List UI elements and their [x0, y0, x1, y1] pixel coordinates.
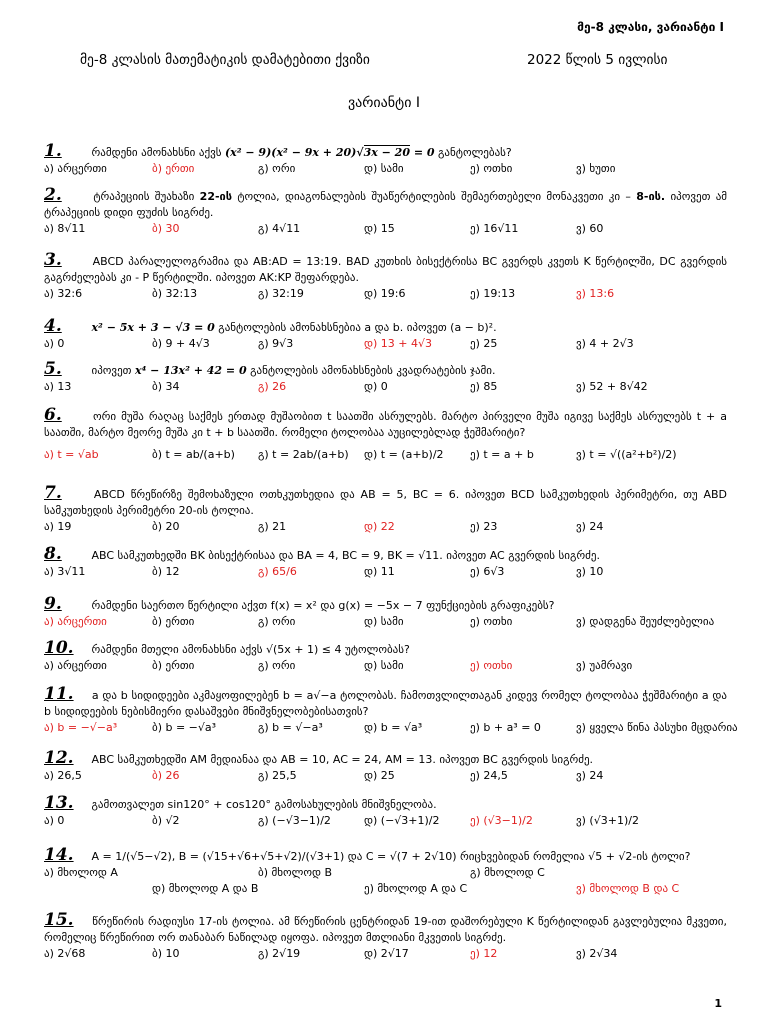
answer-option[interactable]: ე) t = a + b — [470, 448, 534, 461]
question-text: რამდენი ამონახსნი აქვს — [91, 146, 222, 159]
question-number: 9. — [44, 594, 62, 614]
answer-row — [44, 564, 727, 584]
question-number: 3. — [44, 250, 62, 270]
answer-option[interactable]: ბ) 12 — [152, 565, 180, 578]
question-text: განტოლების ამონახსნების კვადრატების ჯამი. — [250, 364, 496, 377]
answer-option[interactable]: ე) 85 — [470, 380, 498, 393]
question-2 — [44, 187, 727, 237]
answer-option-correct[interactable]: გ) 65/6 — [258, 565, 297, 578]
answer-row — [44, 379, 727, 395]
question-number: 13. — [44, 793, 74, 813]
question-13 — [44, 795, 727, 835]
page-number: 1 — [714, 997, 722, 1010]
answer-option[interactable]: ე) 19:13 — [470, 287, 516, 300]
question-text: a და b სიდიდეები აკმაყოფილებენ b = a√−a ტოლობას. ჩამოთვლილთაგან კიდევ რომელ ტოლობაა ჭეშმარიტი a და b სიდიდეების ნებისმიერი დასაშვები მნიშვნელობებისათვის? — [44, 689, 727, 718]
answer-row — [44, 658, 727, 674]
question-formula: (x² − 9)(x² − 9x + 20)√3x − 20 = 0 — [224, 146, 435, 159]
answer-option[interactable]: ვ) დადგენა შეუძლებელია — [576, 615, 715, 628]
question-text: განტოლებას? — [438, 146, 512, 159]
question-text: რამდენი მთელი ამონახსნი აქვს √(5x + 1) ≤ 4 უტოლობას? — [91, 643, 410, 656]
quiz-title: მე-8 კლასის მათემატიკის დამატებითი ქვიზი — [80, 52, 370, 68]
question-10 — [44, 640, 727, 674]
answer-option[interactable]: ვ) 10 — [576, 565, 604, 578]
answer-option[interactable]: ვ) 24 — [576, 520, 604, 533]
answer-option[interactable]: ვ) (√3+1)/2 — [576, 814, 639, 827]
question-3 — [44, 252, 727, 302]
answer-option[interactable]: დ) მხოლოდ A და B — [152, 882, 259, 895]
answer-option[interactable]: ბ) 9 + 4√3 — [152, 337, 210, 350]
question-14 — [44, 847, 727, 897]
answer-option[interactable]: დ) სამი — [364, 615, 404, 628]
question-12 — [44, 750, 727, 784]
answer-option[interactable]: დ) სამი — [364, 659, 404, 672]
answer-option-correct[interactable]: ბ) ერთი — [152, 162, 195, 175]
answer-row — [44, 161, 727, 177]
answer-option[interactable]: დ) სამი — [364, 162, 404, 175]
answer-option[interactable]: გ) (−√3−1)/2 — [258, 814, 331, 827]
answer-option[interactable]: გ) 4√11 — [258, 222, 301, 235]
answer-option[interactable]: ვ) t = √((a²+b²)/2) — [576, 448, 677, 461]
answer-option[interactable]: ა) 8√11 — [44, 222, 86, 235]
answer-option[interactable]: გ) t = 2ab/(a+b) — [258, 448, 349, 461]
answer-option-correct[interactable]: დ) 22 — [364, 520, 395, 533]
answer-option[interactable]: ე) ოთხი — [470, 162, 513, 175]
answer-option-correct[interactable]: ე) (√3−1)/2 — [470, 814, 533, 827]
answer-option[interactable]: ვ) 2√34 — [576, 947, 618, 960]
question-text: იპოვეთ — [91, 364, 132, 377]
question-number: 12. — [44, 748, 74, 768]
question-8 — [44, 546, 727, 584]
question-text: ABCD პარალელოგრამია და AB:AD = 13:19. BAD კუთხის ბისექტრისა BC გვერდს კვეთს K წერტილში, DC გვერდის გაგრძელებას კი - P წერტილში. იპოვეთ AK:KP შეფარდება. — [44, 255, 728, 284]
answer-option[interactable]: ვ) 4 + 2√3 — [576, 337, 634, 350]
answer-option[interactable]: დ) 11 — [364, 565, 395, 578]
answer-option[interactable]: გ) ორი — [258, 659, 296, 672]
answer-row — [44, 881, 727, 897]
answer-row — [44, 946, 727, 962]
answer-option-correct[interactable]: ა) b = −√−a³ — [44, 721, 118, 734]
question-text: გამოთვალეთ sin120° + cos120° გამოსახულების მნიშვნელობა. — [91, 798, 437, 811]
answer-option[interactable]: დ) 2√17 — [364, 947, 409, 960]
answer-option[interactable]: ა) 26,5 — [44, 769, 82, 782]
answer-option[interactable]: ე) 25 — [470, 337, 498, 350]
answer-option[interactable]: ბ) 10 — [152, 947, 180, 960]
answer-option[interactable]: გ) 21 — [258, 520, 287, 533]
question-text: a და b. იპოვეთ (a − b)². — [364, 321, 497, 334]
question-number: 7. — [44, 483, 62, 503]
answer-option[interactable]: დ) t = (a+b)/2 — [364, 448, 444, 461]
answer-option-correct[interactable]: ბ) 26 — [152, 769, 180, 782]
answer-option[interactable]: ბ) 34 — [152, 380, 180, 393]
answer-option[interactable]: ბ) b = −√a³ — [152, 721, 217, 734]
question-7 — [44, 485, 727, 535]
question-number: 11. — [44, 684, 74, 704]
answer-option[interactable]: გ) b = √−a³ — [258, 721, 323, 734]
answer-option[interactable]: ა) 32:6 — [44, 287, 83, 300]
answer-option[interactable]: ვ) 60 — [576, 222, 604, 235]
answer-option[interactable]: გ) 9√3 — [258, 337, 294, 350]
question-number: 6. — [44, 405, 62, 425]
quiz-date: 2022 წლის 5 ივლისი — [527, 52, 668, 68]
answer-option[interactable]: გ) ორი — [258, 162, 296, 175]
answer-option[interactable]: ა) მხოლოდ A — [44, 866, 118, 879]
answer-option[interactable]: დ) b = √a³ — [364, 721, 423, 734]
answer-option[interactable]: ა) არცერთი — [44, 162, 107, 175]
answer-row — [44, 221, 727, 237]
answer-option[interactable]: ა) 3√11 — [44, 565, 86, 578]
question-11 — [44, 684, 738, 736]
answer-option[interactable]: ვ) უამრავი — [576, 659, 633, 672]
question-text: ABCD წრეწირზე შემოხაზული ოთხკუთხედია და AB = 5, BC = 6. იპოვეთ BCD სამკუთხედის პერიმეტრი, თუ ABD სამკუთხედის პერიმეტრი 20-ის ტოლია. — [44, 488, 727, 517]
answer-option-correct[interactable]: ვ) მხოლოდ B და C — [576, 882, 680, 895]
question-bold: 8-ის. — [636, 190, 666, 203]
question-number: 14. — [44, 845, 74, 865]
answer-option[interactable]: ე) 16√11 — [470, 222, 519, 235]
question-number: 10. — [44, 638, 74, 658]
answer-option-correct[interactable]: ე) ოთხი — [470, 659, 513, 672]
question-bold: 22-ის — [199, 190, 232, 203]
answer-option[interactable]: ბ) 32:13 — [152, 287, 198, 300]
answer-option[interactable]: გ) 32:19 — [258, 287, 304, 300]
answer-option-correct[interactable]: ა) t = √ab — [44, 448, 99, 461]
answer-option[interactable]: დ) 19:6 — [364, 287, 406, 300]
answer-option[interactable]: ა) 13 — [44, 380, 72, 393]
answer-row — [44, 286, 727, 302]
question-text: ტოლია, დიაგონალების შუაწერტილების შემაერთებელი მონაკვეთი კი – — [237, 190, 631, 203]
question-text: წრეწირის რადიუსი 17-ის ტოლია. ამ წრეწირის ცენტრიდან 19-ით დაშორებული K წერტილიდან გავლებულია მკვეთი, რომელიც წრეწირით ორ თანაბარ ნაწილად იყოფა. იპოვეთ მთლიანი მკვეთის სიგრძე. — [44, 915, 727, 944]
answer-row — [44, 768, 727, 784]
answer-option[interactable]: ბ) t = ab/(a+b) — [152, 448, 235, 461]
answer-row — [44, 519, 727, 535]
question-text: რამდენი საერთო წერტილი აქვთ f(x) = x² და g(x) = −5x − 7 ფუნქციების გრაფიკებს? — [91, 599, 555, 612]
answer-option-correct[interactable]: ბ) 30 — [152, 222, 180, 235]
question-text: ABC სამკუთხედში AM მედიანაა და AB = 10, AC = 24, AM = 13. იპოვეთ BC გვერდის სიგრძე. — [91, 753, 594, 766]
answer-row — [44, 614, 727, 630]
answer-option-correct[interactable]: გ) 26 — [258, 380, 287, 393]
answer-row — [44, 720, 738, 736]
answer-option[interactable]: დ) 15 — [364, 222, 395, 235]
answer-option[interactable]: ვ) 52 + 8√42 — [576, 380, 648, 393]
answer-option[interactable]: ე) 6√3 — [470, 565, 505, 578]
answer-option-correct[interactable]: ე) 12 — [470, 947, 498, 960]
answer-option[interactable]: ბ) მხოლოდ B — [258, 866, 333, 879]
question-15 — [44, 912, 727, 962]
answer-row — [44, 447, 727, 473]
answer-row — [44, 813, 727, 835]
answer-option[interactable]: ე) 24,5 — [470, 769, 508, 782]
question-number: 8. — [44, 544, 62, 564]
answer-option[interactable]: ბ) ერთი — [152, 615, 195, 628]
answer-option[interactable]: ე) b + a³ = 0 — [470, 721, 541, 734]
answer-option[interactable]: ა) არცერთი — [44, 659, 107, 672]
answer-option-correct[interactable]: ა) არცერთი — [44, 615, 107, 628]
question-number: 15. — [44, 910, 74, 930]
answer-row — [44, 336, 727, 352]
answer-option[interactable]: ა) 19 — [44, 520, 72, 533]
answer-option[interactable]: ე) ოთხი — [470, 615, 513, 628]
question-number: 1. — [44, 141, 62, 161]
answer-option-correct[interactable]: დ) 13 + 4√3 — [364, 337, 432, 350]
question-4 — [44, 318, 727, 352]
answer-row — [44, 865, 727, 881]
answer-option[interactable]: ე) მხოლოდ A და C — [364, 882, 468, 895]
answer-option[interactable]: გ) 2√19 — [258, 947, 301, 960]
answer-option[interactable]: ბ) 20 — [152, 520, 180, 533]
answer-option[interactable]: ვ) ხუთი — [576, 162, 616, 175]
answer-option[interactable]: დ) (−√3+1)/2 — [364, 814, 440, 827]
answer-option[interactable]: ა) 0 — [44, 337, 65, 350]
question-text: ABC სამკუთხედში BK ბისექტრისაა და BA = 4, BC = 9, BK = √11. იპოვეთ AC გვერდის სიგრძე. — [91, 549, 600, 562]
question-text: A = 1/(√5−√2), B = (√15+√6+√5+√2)/(√3+1) და C = √(7 + 2√10) რიცხვებიდან რომელია √5 + √2-ის ტოლი? — [91, 850, 691, 863]
answer-option[interactable]: გ) მხოლოდ C — [470, 866, 545, 879]
answer-option[interactable]: გ) 25,5 — [258, 769, 297, 782]
question-number: 2. — [44, 185, 62, 205]
variant-heading: ვარიანტი I — [347, 95, 421, 111]
answer-option[interactable]: ბ) ერთი — [152, 659, 195, 672]
answer-option[interactable]: ვ) 24 — [576, 769, 604, 782]
answer-option[interactable]: ბ) √2 — [152, 814, 180, 827]
question-number: 5. — [44, 359, 62, 379]
answer-option[interactable]: დ) 25 — [364, 769, 395, 782]
question-number: 4. — [44, 316, 62, 336]
answer-option[interactable]: ა) 0 — [44, 814, 65, 827]
question-6 — [44, 407, 727, 473]
answer-option[interactable]: ა) 2√68 — [44, 947, 86, 960]
question-formula: x⁴ − 13x² + 42 = 0 — [134, 364, 247, 377]
question-text: ორი მუშა რაღაც საქმეს ერთად მუშაობით t საათში ასრულებს. მარტო პირველი მუშა იგივე საქმეს ასრულებს t + a საათში, მარტო მეორე მუშა კი t + b საათში. რომელი ტოლობაა აუცილებლად ჭეშმარიტი? — [44, 410, 727, 439]
question-text: იპოვეთ ამ ტრაპეციის დიდი ფუძის სიგრძე. — [44, 190, 728, 219]
answer-option[interactable]: გ) ორი — [258, 615, 296, 628]
question-text: ტრაპეციის შუახაზი — [93, 190, 195, 203]
question-5 — [44, 361, 727, 395]
question-text: განტოლების ამონახსნებია — [218, 321, 361, 334]
question-9 — [44, 596, 727, 630]
question-formula: x² − 5x + 3 − √3 = 0 — [91, 321, 215, 334]
question-1 — [44, 143, 727, 177]
answer-option[interactable]: ე) 23 — [470, 520, 498, 533]
answer-option-correct[interactable]: ვ) 13:6 — [576, 287, 615, 300]
class-variant-label: მე-8 კლასი, ვარიანტი I — [577, 20, 724, 34]
answer-option[interactable]: დ) 0 — [364, 380, 388, 393]
answer-option[interactable]: ვ) ყველა წინა პასუხი მცდარია — [576, 721, 738, 734]
